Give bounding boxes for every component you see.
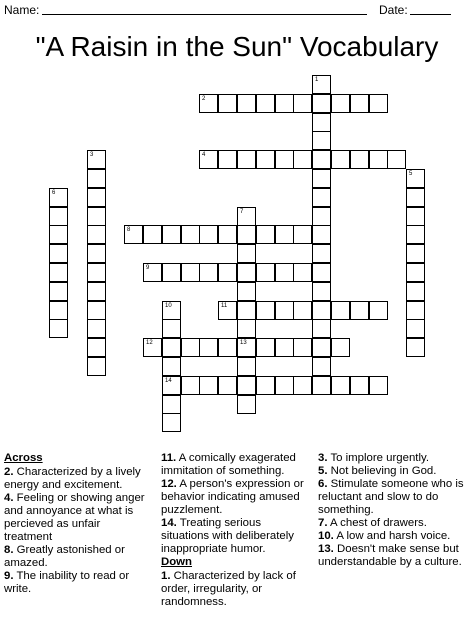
grid-cell[interactable] [143,225,162,244]
grid-cell[interactable] [293,225,312,244]
grid-cell[interactable] [124,225,143,244]
grid-cell[interactable] [312,188,331,207]
grid-cell[interactable] [162,376,181,395]
grid-cell[interactable] [87,150,106,169]
grid-cell[interactable] [312,207,331,226]
grid-cell[interactable] [237,263,256,282]
grid-cell[interactable] [162,225,181,244]
clue-number: 6 [52,190,56,196]
grid-cell[interactable] [275,338,294,357]
grid-cell[interactable] [275,301,294,320]
grid-cell[interactable] [199,150,218,169]
grid-cell[interactable] [256,94,275,113]
grid-cell[interactable] [312,94,331,113]
grid-cell[interactable] [199,338,218,357]
clue-down-7: 7. A chest of drawers. [318,517,427,529]
grid-cell[interactable] [406,301,425,320]
grid-cell[interactable] [87,357,106,376]
grid-cell[interactable] [218,301,237,320]
grid-cell[interactable] [312,301,331,320]
grid-cell[interactable] [256,263,275,282]
clue-across-12: 12. A person's expression or behavior indicating amused puzzlement. [161,478,304,516]
grid-cell[interactable] [350,301,369,320]
grid-cell[interactable] [293,376,312,395]
grid-cell[interactable] [181,376,200,395]
grid-cell[interactable] [87,188,106,207]
clue-number: 8 [127,227,131,233]
clue-number: 12 [146,340,153,346]
clue-down-5: 5. Not believing in God. [318,465,437,477]
grid-cell[interactable] [331,338,350,357]
name-label: Name: [4,3,40,17]
grid-cell[interactable] [162,263,181,282]
clue-across-8: 8. Greatly astonished or amazed. [4,544,125,569]
grid-cell[interactable] [293,150,312,169]
clue-down-13: 13. Doesn't make sense but understandable by a culture. [318,543,462,568]
grid-cell[interactable] [49,244,68,263]
grid-cell[interactable] [49,207,68,226]
clue-number: 13 [240,340,247,346]
grid-cell[interactable] [312,113,331,132]
grid-cell[interactable] [369,94,388,113]
grid-cell[interactable] [406,207,425,226]
clue-column-3 [318,452,470,569]
grid-cell[interactable] [237,338,256,357]
clue-column-1 [4,452,150,596]
grid-cell[interactable] [312,282,331,301]
grid-cell[interactable] [218,338,237,357]
grid-cell[interactable] [256,225,275,244]
grid-cell[interactable] [87,225,106,244]
grid-cell[interactable] [181,225,200,244]
grid-cell[interactable] [406,188,425,207]
clue-number: 7 [240,209,244,215]
grid-cell[interactable] [87,338,106,357]
grid-cell[interactable] [312,169,331,188]
grid-cell[interactable] [312,338,331,357]
date-label: Date: [379,3,408,17]
grid-cell[interactable] [143,338,162,357]
grid-cell[interactable] [312,376,331,395]
grid-cell[interactable] [87,282,106,301]
grid-cell[interactable] [87,169,106,188]
grid-cell[interactable] [406,282,425,301]
grid-cell[interactable] [275,94,294,113]
clue-across-9: 9. The inability to read or write. [4,570,130,595]
across-heading: Across [4,452,43,464]
grid-cell[interactable] [49,319,68,338]
clue-across-14: 14. Treating serious situations with deliberately inappropriate humor. [161,517,294,555]
grid-cell[interactable] [275,225,294,244]
grid-cell[interactable] [87,263,106,282]
grid-cell[interactable] [218,225,237,244]
clue-number: 11 [221,303,228,309]
grid-cell[interactable] [369,150,388,169]
grid-cell[interactable] [162,357,181,376]
grid-cell[interactable] [199,94,218,113]
grid-cell[interactable] [237,357,256,376]
grid-cell[interactable] [312,75,331,94]
grid-cell[interactable] [256,338,275,357]
grid-cell[interactable] [237,376,256,395]
clue-across-11: 11. A comically exagerated immitation of something. [161,452,296,477]
grid-cell[interactable] [387,150,406,169]
grid-cell[interactable] [237,207,256,226]
grid-cell[interactable] [331,94,350,113]
grid-cell[interactable] [312,319,331,338]
grid-cell[interactable] [162,301,181,320]
grid-cell[interactable] [237,244,256,263]
grid-cell[interactable] [162,319,181,338]
grid-cell[interactable] [49,282,68,301]
clue-down-6: 6. Stimulate someone who is reluctant and slow to do something. [318,478,464,516]
grid-cell[interactable] [406,263,425,282]
grid-cell[interactable] [181,263,200,282]
grid-cell[interactable] [49,263,68,282]
grid-cell[interactable] [406,169,425,188]
grid-cell[interactable] [350,150,369,169]
clue-across-2: 2. Characterized by a lively energy and excitement. [4,466,141,491]
grid-cell[interactable] [406,338,425,357]
clue-down-1: 1. Characterized by lack of order, irregularity, or randomness. [161,570,296,608]
grid-cell[interactable] [87,319,106,338]
clue-number: 5 [409,171,413,177]
grid-cell[interactable] [218,94,237,113]
grid-cell[interactable] [218,150,237,169]
clue-number: 14 [165,378,172,384]
grid-cell[interactable] [293,301,312,320]
grid-cell[interactable] [293,338,312,357]
grid-cell[interactable] [199,225,218,244]
grid-cell[interactable] [49,188,68,207]
grid-cell[interactable] [312,225,331,244]
grid-cell[interactable] [237,301,256,320]
grid-cell[interactable] [350,94,369,113]
grid-cell[interactable] [312,131,331,150]
page-title: "A Raisin in the Sun" Vocabulary [35,31,439,62]
grid-cell[interactable] [369,376,388,395]
grid-cell[interactable] [181,338,200,357]
down-heading: Down [161,556,193,568]
grid-cell[interactable] [162,338,181,357]
clue-across-4: 4. Feeling or showing anger and annoyance at what is percieved as unfair treatment [4,492,145,543]
grid-cell[interactable] [275,263,294,282]
grid-cell[interactable] [237,395,256,414]
grid-cell[interactable] [406,319,425,338]
grid-cell[interactable] [199,263,218,282]
grid-cell[interactable] [237,150,256,169]
grid-cell[interactable] [87,301,106,320]
grid-cell[interactable] [312,150,331,169]
grid-cell[interactable] [331,376,350,395]
grid-cell[interactable] [312,263,331,282]
clue-number: 9 [146,265,150,271]
grid-cell[interactable] [331,150,350,169]
grid-cell[interactable] [87,207,106,226]
grid-cell[interactable] [293,263,312,282]
grid-cell[interactable] [237,282,256,301]
grid-cell[interactable] [162,413,181,432]
grid-cell[interactable] [49,225,68,244]
clue-number: 4 [202,152,206,158]
grid-cell[interactable] [143,263,162,282]
grid-cell[interactable] [312,357,331,376]
grid-cell[interactable] [312,244,331,263]
grid-cell[interactable] [87,244,106,263]
grid-cell[interactable] [199,376,218,395]
clue-column-2 [161,452,311,609]
grid-cell[interactable] [275,150,294,169]
clue-down-3: 3. To implore urgently. [318,452,430,464]
grid-cell[interactable] [218,263,237,282]
clue-down-10: 10. A low and harsh voice. [318,530,451,542]
clue-number: 3 [90,152,94,158]
grid-cell[interactable] [256,301,275,320]
grid-cell[interactable] [237,319,256,338]
grid-cell[interactable] [218,376,237,395]
grid-cell[interactable] [275,376,294,395]
clue-number: 10 [165,303,172,309]
grid-cell[interactable] [350,376,369,395]
grid-cell[interactable] [331,301,350,320]
grid-cell[interactable] [237,94,256,113]
grid-cell[interactable] [406,244,425,263]
grid-cell[interactable] [406,225,425,244]
clue-number: 1 [315,77,319,83]
grid-cell[interactable] [369,301,388,320]
grid-cell[interactable] [256,376,275,395]
grid-cell[interactable] [293,94,312,113]
grid-cell[interactable] [162,395,181,414]
grid-cell[interactable] [49,301,68,320]
clue-number: 2 [202,96,206,102]
grid-cell[interactable] [256,150,275,169]
grid-cell[interactable] [237,225,256,244]
